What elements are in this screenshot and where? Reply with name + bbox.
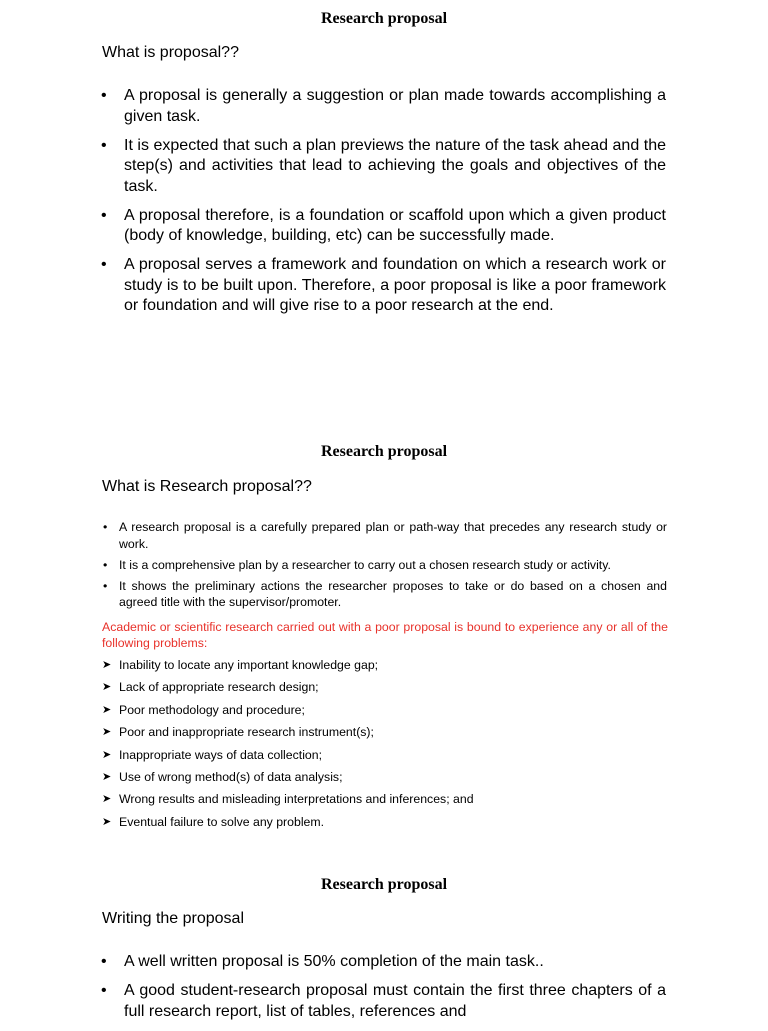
list-item: • It shows the preliminary actions the researcher proposes to take or do based on a chosen and agreed title with the supervisor/promoter. xyxy=(101,578,667,611)
list-item: • A well written proposal is 50% completion of the main task.. xyxy=(100,952,666,973)
list-item: ➤ Lack of appropriate research design; xyxy=(102,679,668,695)
list-item: • A proposal is generally a suggestion or plan made towards accomplishing a given task. xyxy=(100,86,666,127)
bullet-list xyxy=(100,952,666,1031)
list-item: ➤ Poor methodology and procedure; xyxy=(102,702,668,718)
page-title: Research proposal xyxy=(320,10,448,27)
section-subtitle: What is Research proposal?? xyxy=(102,478,312,495)
section-subtitle: What is proposal?? xyxy=(102,44,239,61)
list-item: ➤ Inappropriate ways of data collection; xyxy=(102,747,668,763)
list-item: ➤ Poor and inappropriate research instrument(s); xyxy=(102,724,668,740)
warning-text: Academic or scientific research carried out with a poor proposal is bound to experience any or all of the following problems: xyxy=(102,620,668,650)
list-item: ➤ Wrong results and misleading interpretations and inferences; and xyxy=(102,791,668,807)
section-subtitle: Writing the proposal xyxy=(102,910,244,927)
list-item: ➤ Eventual failure to solve any problem. xyxy=(102,814,668,830)
list-item: ➤ Inability to locate any important knowledge gap; xyxy=(102,657,668,673)
page-title: Research proposal xyxy=(320,443,448,460)
page-title: Research proposal xyxy=(320,876,448,893)
list-item: ➤ Use of wrong method(s) of data analysis; xyxy=(102,769,668,785)
list-item: • It is a comprehensive plan by a researcher to carry out a chosen research study or activity. xyxy=(101,557,667,574)
list-item: • A research proposal is a carefully prepared plan or path-way that precedes any research study or work. xyxy=(101,519,667,552)
list-item: • A proposal serves a framework and foundation on which a research work or study is to be built upon. Therefore, a poor proposal is like a poor framework or foundation and will give rise to a poor research at the end. xyxy=(100,255,666,317)
list-item: • It is expected that such a plan previews the nature of the task ahead and the step(s) and activities that lead to achieving the goals and objectives of the task. xyxy=(100,136,666,198)
list-item: • A good student-research proposal must contain the first three chapters of a full research report, list of tables, references and xyxy=(100,981,666,1022)
list-item: • A proposal therefore, is a foundation or scaffold upon which a given product (body of knowledge, building, etc) can be successfully made. xyxy=(100,206,666,247)
